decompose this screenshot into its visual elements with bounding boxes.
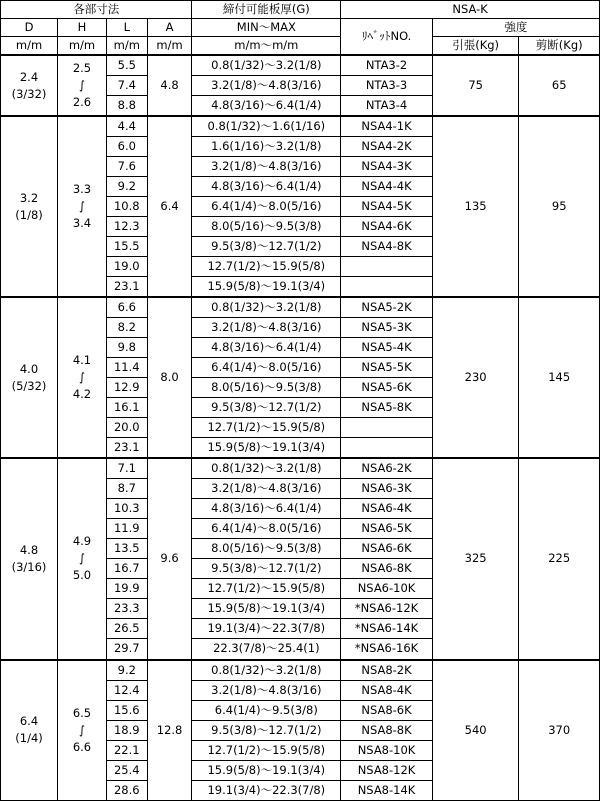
length-cell: 8.7 — [106, 479, 147, 499]
rivet-number-cell: NSA4-1K — [341, 116, 433, 137]
rivet-number-cell: NSA8-10K — [341, 740, 433, 760]
grip-range-cell: 12.7(1/2)～15.9(5/8) — [192, 418, 341, 438]
grip-range-cell: 0.8(1/32)～3.2(1/8) — [192, 55, 341, 76]
rivet-number-cell: NSA6-10K — [341, 579, 433, 599]
grip-range-cell: 0.8(1/32)～3.2(1/8) — [192, 297, 341, 318]
length-cell: 11.9 — [106, 519, 147, 539]
table-row — [1, 458, 600, 479]
grip-range-cell: 22.3(7/8)～25.4(1) — [192, 639, 341, 660]
rivet-number-cell: NSA6-3K — [341, 479, 433, 499]
grip-range-cell: 0.8(1/32)～1.6(1/16) — [192, 116, 341, 137]
grip-range-cell: 8.0(5/16)～9.5(3/8) — [192, 378, 341, 398]
length-cell: 25.4 — [106, 760, 147, 780]
shear-strength-cell: 145 — [519, 297, 600, 458]
grip-range-cell: 19.1(3/4)～22.3(7/8) — [192, 619, 341, 639]
head-height-cell: 6.5 ∫ 6.6 — [58, 660, 107, 801]
grip-range-cell: 6.4(1/4)～8.0(5/16) — [192, 358, 341, 378]
head-height-cell: 4.9 ∫ 5.0 — [58, 458, 107, 659]
length-cell: 7.6 — [106, 157, 147, 177]
length-cell: 16.1 — [106, 398, 147, 418]
unit-a: m/m — [147, 37, 192, 56]
table-row — [1, 297, 600, 318]
rivet-number-cell: NSA5-8K — [341, 398, 433, 418]
grip-range-cell: 3.2(1/8)～4.8(3/16) — [192, 157, 341, 177]
tensile-strength-cell: 540 — [432, 660, 519, 801]
length-cell: 4.4 — [106, 116, 147, 137]
unit-l: m/m — [106, 37, 147, 56]
rivet-number-cell: NSA4-8K — [341, 237, 433, 257]
rivet-number-cell — [341, 438, 433, 459]
length-cell: 8.2 — [106, 318, 147, 338]
col-header-minmax: MIN～MAX — [192, 19, 341, 37]
grip-range-cell: 12.7(1/2)～15.9(5/8) — [192, 740, 341, 760]
length-cell: 12.3 — [106, 217, 147, 237]
diameter-cell: 4.0 (5/32) — [1, 297, 58, 458]
grip-range-cell: 0.8(1/32)～3.2(1/8) — [192, 458, 341, 479]
length-cell: 10.3 — [106, 499, 147, 519]
tensile-strength-cell: 325 — [432, 458, 519, 659]
rivet-number-cell — [341, 418, 433, 438]
head-height-cell: 3.3 ∫ 3.4 — [58, 116, 107, 297]
tensile-strength-cell: 135 — [432, 116, 519, 297]
dimensions-title: 各部寸法 — [1, 1, 192, 19]
grip-range-cell: 15.9(5/8)～19.1(3/4) — [192, 438, 341, 459]
length-cell: 6.6 — [106, 297, 147, 318]
rivet-number-cell: NSA5-3K — [341, 318, 433, 338]
col-header-tensile: 引張(Kg) — [432, 37, 519, 56]
rivet-number-cell: NSA5-4K — [341, 338, 433, 358]
length-cell: 28.6 — [106, 780, 147, 800]
rivet-number-cell: NSA8-6K — [341, 700, 433, 720]
a-dimension-cell: 4.8 — [147, 55, 192, 116]
shear-strength-cell: 95 — [519, 116, 600, 297]
grip-range-cell: 9.5(3/8)～12.7(1/2) — [192, 720, 341, 740]
length-cell: 9.2 — [106, 660, 147, 681]
length-cell: 12.4 — [106, 680, 147, 700]
rivet-number-cell — [341, 277, 433, 298]
grip-range-cell: 4.8(3/16)～6.4(1/4) — [192, 338, 341, 358]
rivet-number-cell: NSA5-2K — [341, 297, 433, 318]
rivet-number-cell: NSA8-2K — [341, 660, 433, 681]
rivet-number-cell: NSA4-4K — [341, 177, 433, 197]
rivet-number-cell: NSA5-5K — [341, 358, 433, 378]
rivet-number-cell: NSA6-8K — [341, 559, 433, 579]
length-cell: 29.7 — [106, 639, 147, 660]
rivet-number-cell: NSA4-6K — [341, 217, 433, 237]
grip-range-cell: 8.0(5/16)～9.5(3/8) — [192, 217, 341, 237]
rivet-number-cell: NSA8-12K — [341, 760, 433, 780]
length-cell: 7.4 — [106, 76, 147, 96]
grip-range-cell: 15.9(5/8)～19.1(3/4) — [192, 760, 341, 780]
col-header-a: A — [147, 19, 192, 37]
length-cell: 12.9 — [106, 378, 147, 398]
length-cell: 5.5 — [106, 55, 147, 76]
length-cell: 22.1 — [106, 740, 147, 760]
grip-range-cell: 4.8(3/16)～6.4(1/4) — [192, 499, 341, 519]
table-row — [1, 660, 600, 681]
length-cell: 13.5 — [106, 539, 147, 559]
rivet-number-cell: NTA3-2 — [341, 55, 433, 76]
grip-range-cell: 4.8(3/16)～6.4(1/4) — [192, 177, 341, 197]
grip-range-cell: 3.2(1/8)～4.8(3/16) — [192, 680, 341, 700]
a-dimension-cell: 6.4 — [147, 116, 192, 297]
unit-h: m/m — [58, 37, 107, 56]
col-header-h: H — [58, 19, 107, 37]
grip-range-cell: 6.4(1/4)～9.5(3/8) — [192, 700, 341, 720]
grip-range-title: 締付可能板厚(G) — [192, 1, 341, 19]
shear-strength-cell: 65 — [519, 55, 600, 116]
table-row — [1, 116, 600, 137]
length-cell: 19.0 — [106, 257, 147, 277]
length-cell: 23.1 — [106, 438, 147, 459]
length-cell: 16.7 — [106, 559, 147, 579]
length-cell: 9.2 — [106, 177, 147, 197]
rivet-number-cell: NSA6-2K — [341, 458, 433, 479]
shear-strength-cell: 370 — [519, 660, 600, 801]
diameter-cell: 2.4 (3/32) — [1, 55, 58, 116]
grip-range-cell: 3.2(1/8)～4.8(3/16) — [192, 479, 341, 499]
grip-range-cell: 4.8(3/16)～6.4(1/4) — [192, 96, 341, 117]
length-cell: 15.6 — [106, 700, 147, 720]
rivet-number-cell: NSA5-6K — [341, 378, 433, 398]
col-header-shear: 剪断(Kg) — [519, 37, 600, 56]
length-cell: 26.5 — [106, 619, 147, 639]
grip-range-cell: 12.7(1/2)～15.9(5/8) — [192, 257, 341, 277]
a-dimension-cell: 9.6 — [147, 458, 192, 659]
diameter-cell: 6.4 (1/4) — [1, 660, 58, 801]
grip-range-cell: 9.5(3/8)～12.7(1/2) — [192, 237, 341, 257]
length-cell: 11.4 — [106, 358, 147, 378]
table-header — [1, 1, 600, 56]
tensile-strength-cell: 230 — [432, 297, 519, 458]
tensile-strength-cell: 75 — [432, 55, 519, 116]
grip-range-cell: 0.8(1/32)～3.2(1/8) — [192, 660, 341, 681]
length-cell: 6.0 — [106, 137, 147, 157]
col-header-d: D — [1, 19, 58, 37]
grip-range-cell: 12.7(1/2)～15.9(5/8) — [192, 579, 341, 599]
length-cell: 15.5 — [106, 237, 147, 257]
grip-range-cell: 8.0(5/16)～9.5(3/8) — [192, 539, 341, 559]
length-cell: 18.9 — [106, 720, 147, 740]
rivet-number-cell: *NSA6-12K — [341, 599, 433, 619]
rivet-number-cell: NSA6-5K — [341, 519, 433, 539]
rivet-number-cell — [341, 257, 433, 277]
length-cell: 23.3 — [106, 599, 147, 619]
rivet-number-cell: *NSA6-16K — [341, 639, 433, 660]
rivet-number-cell: NSA8-4K — [341, 680, 433, 700]
length-cell: 10.8 — [106, 197, 147, 217]
table-body — [1, 55, 600, 801]
rivet-number-cell: NSA6-4K — [341, 499, 433, 519]
grip-range-cell: 6.4(1/4)～8.0(5/16) — [192, 197, 341, 217]
grip-range-cell: 3.2(1/8)～4.8(3/16) — [192, 76, 341, 96]
product-name: NSA-K — [341, 1, 600, 19]
diameter-cell: 4.8 (3/16) — [1, 458, 58, 659]
rivet-number-cell: NSA6-6K — [341, 539, 433, 559]
rivet-number-cell: NTA3-3 — [341, 76, 433, 96]
head-height-cell: 4.1 ∫ 4.2 — [58, 297, 107, 458]
table-row — [1, 55, 600, 76]
head-height-cell: 2.5 ∫ 2.6 — [58, 55, 107, 116]
rivet-number-cell: NSA4-3K — [341, 157, 433, 177]
unit-range: m/m～m/m — [192, 37, 341, 56]
rivet-number-cell: NSA8-14K — [341, 780, 433, 800]
grip-range-cell: 15.9(5/8)～19.1(3/4) — [192, 277, 341, 298]
strength-title: 強度 — [432, 19, 599, 37]
rivet-number-cell: NSA4-5K — [341, 197, 433, 217]
length-cell: 8.8 — [106, 96, 147, 117]
length-cell: 23.1 — [106, 277, 147, 298]
rivet-number-cell: NTA3-4 — [341, 96, 433, 117]
unit-d: m/m — [1, 37, 58, 56]
length-cell: 20.0 — [106, 418, 147, 438]
a-dimension-cell: 8.0 — [147, 297, 192, 458]
rivet-number-cell: *NSA6-14K — [341, 619, 433, 639]
length-cell: 19.9 — [106, 579, 147, 599]
length-cell: 7.1 — [106, 458, 147, 479]
a-dimension-cell: 12.8 — [147, 660, 192, 801]
rivet-number-cell: NSA4-2K — [341, 137, 433, 157]
grip-range-cell: 19.1(3/4)～22.3(7/8) — [192, 780, 341, 800]
diameter-cell: 3.2 (1/8) — [1, 116, 58, 297]
col-header-l: L — [106, 19, 147, 37]
grip-range-cell: 6.4(1/4)～8.0(5/16) — [192, 519, 341, 539]
shear-strength-cell: 225 — [519, 458, 600, 659]
grip-range-cell: 3.2(1/8)～4.8(3/16) — [192, 318, 341, 338]
grip-range-cell: 15.9(5/8)～19.1(3/4) — [192, 599, 341, 619]
grip-range-cell: 9.5(3/8)～12.7(1/2) — [192, 559, 341, 579]
grip-range-cell: 1.6(1/16)～3.2(1/8) — [192, 137, 341, 157]
length-cell: 9.8 — [106, 338, 147, 358]
grip-range-cell: 9.5(3/8)～12.7(1/2) — [192, 398, 341, 418]
col-header-rivet-no: ﾘﾍﾞｯﾄNO. — [341, 19, 433, 56]
rivet-number-cell: NSA8-8K — [341, 720, 433, 740]
